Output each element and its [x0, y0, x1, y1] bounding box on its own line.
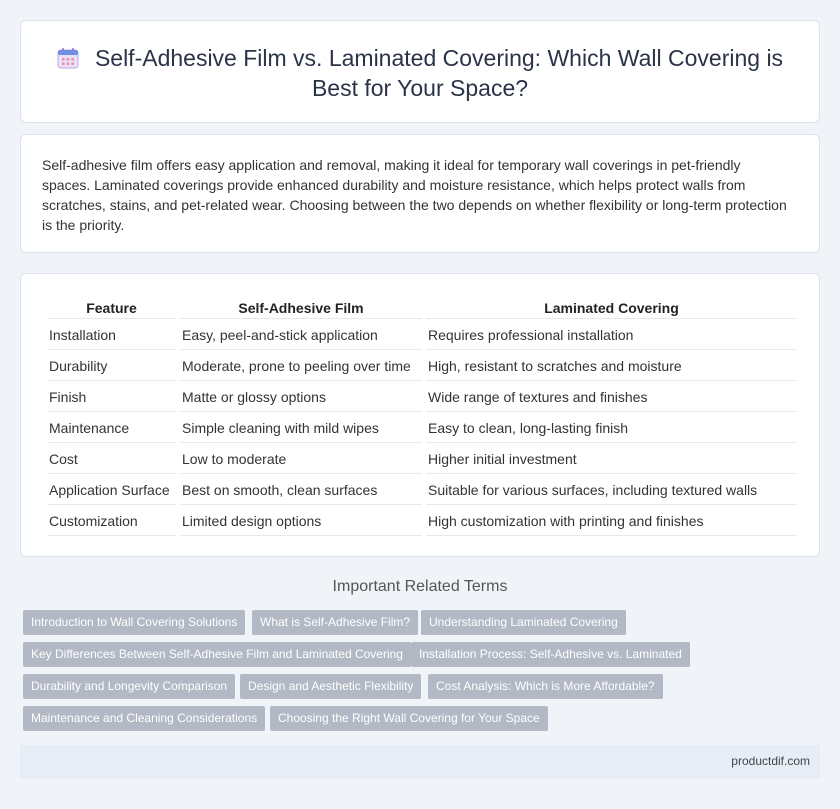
related-term-tag[interactable]: Durability and Longevity Comparison [23, 674, 235, 699]
table-row [47, 414, 797, 443]
comparison-table-card [20, 273, 820, 557]
table-row [47, 507, 797, 536]
cell-laminated: Higher initial investment [426, 445, 797, 474]
related-term-tag[interactable]: Introduction to Wall Covering Solutions [23, 610, 245, 635]
cell-self-adhesive: Low to moderate [180, 445, 422, 474]
related-term-tag[interactable]: Design and Aesthetic Flexibility [240, 674, 421, 699]
table-row [47, 321, 797, 350]
table-row [47, 476, 797, 505]
cell-self-adhesive: Best on smooth, clean surfaces [180, 476, 422, 505]
cell-self-adhesive: Limited design options [180, 507, 422, 536]
footer [20, 745, 820, 778]
cell-self-adhesive: Simple cleaning with mild wipes [180, 414, 422, 443]
cell-feature: Maintenance [47, 414, 176, 443]
cell-laminated: High, resistant to scratches and moisture [426, 352, 797, 381]
cell-feature: Installation [47, 321, 176, 350]
cell-feature: Application Surface [47, 476, 176, 505]
related-term-tag[interactable]: Maintenance and Cleaning Considerations [23, 706, 265, 731]
summary-card [20, 134, 820, 253]
cell-feature: Durability [47, 352, 176, 381]
header-card [20, 20, 820, 123]
calendar-icon [57, 47, 79, 69]
table-header-row [47, 298, 797, 319]
cell-feature: Finish [47, 383, 176, 412]
related-term-tag[interactable]: Installation Process: Self-Adhesive vs. Laminated [411, 642, 690, 667]
cell-laminated: Suitable for various surfaces, including textured walls [426, 476, 797, 505]
title-text: Self-Adhesive Film vs. Laminated Covering: Which Wall Covering is Best for Your Space? [94, 45, 784, 101]
header-laminated: Laminated Covering [426, 298, 797, 319]
table-row [47, 352, 797, 381]
related-term-tag[interactable]: Choosing the Right Wall Covering for Your Space [270, 706, 548, 731]
related-term-tag[interactable]: What is Self-Adhesive Film? [252, 610, 418, 635]
related-term-tag[interactable]: Understanding Laminated Covering [421, 610, 626, 635]
site-name[interactable]: productdif.com [731, 754, 810, 768]
related-term-tag[interactable]: Key Differences Between Self-Adhesive Film and Laminated Covering [23, 642, 411, 667]
table-row [47, 445, 797, 474]
header-feature: Feature [47, 298, 176, 319]
cell-self-adhesive: Moderate, prone to peeling over time [180, 352, 422, 381]
table-row [47, 383, 797, 412]
cell-feature: Cost [47, 445, 176, 474]
cell-self-adhesive: Matte or glossy options [180, 383, 422, 412]
cell-self-adhesive: Easy, peel-and-stick application [180, 321, 422, 350]
cell-laminated: Easy to clean, long-lasting finish [426, 414, 797, 443]
summary-text: Self-adhesive film offers easy application and removal, making it ideal for temporary wall coverings in pet-friendly spaces. Laminated coverings provide enhanced durability and moisture resistance, which helps protect walls from scratches, stains, and pet-related wear. Choosing between the two depends on whether flexibility or long-term protection is the priority. [42, 157, 787, 233]
header-self-adhesive: Self-Adhesive Film [180, 298, 422, 319]
cell-laminated: Wide range of textures and finishes [426, 383, 797, 412]
cell-laminated: Requires professional installation [426, 321, 797, 350]
related-term-tag[interactable]: Cost Analysis: Which is More Affordable? [428, 674, 663, 699]
page-title [21, 43, 819, 103]
cell-laminated: High customization with printing and finishes [426, 507, 797, 536]
related-terms-title: Important Related Terms [332, 578, 508, 595]
cell-feature: Customization [47, 507, 176, 536]
comparison-table [43, 296, 801, 538]
